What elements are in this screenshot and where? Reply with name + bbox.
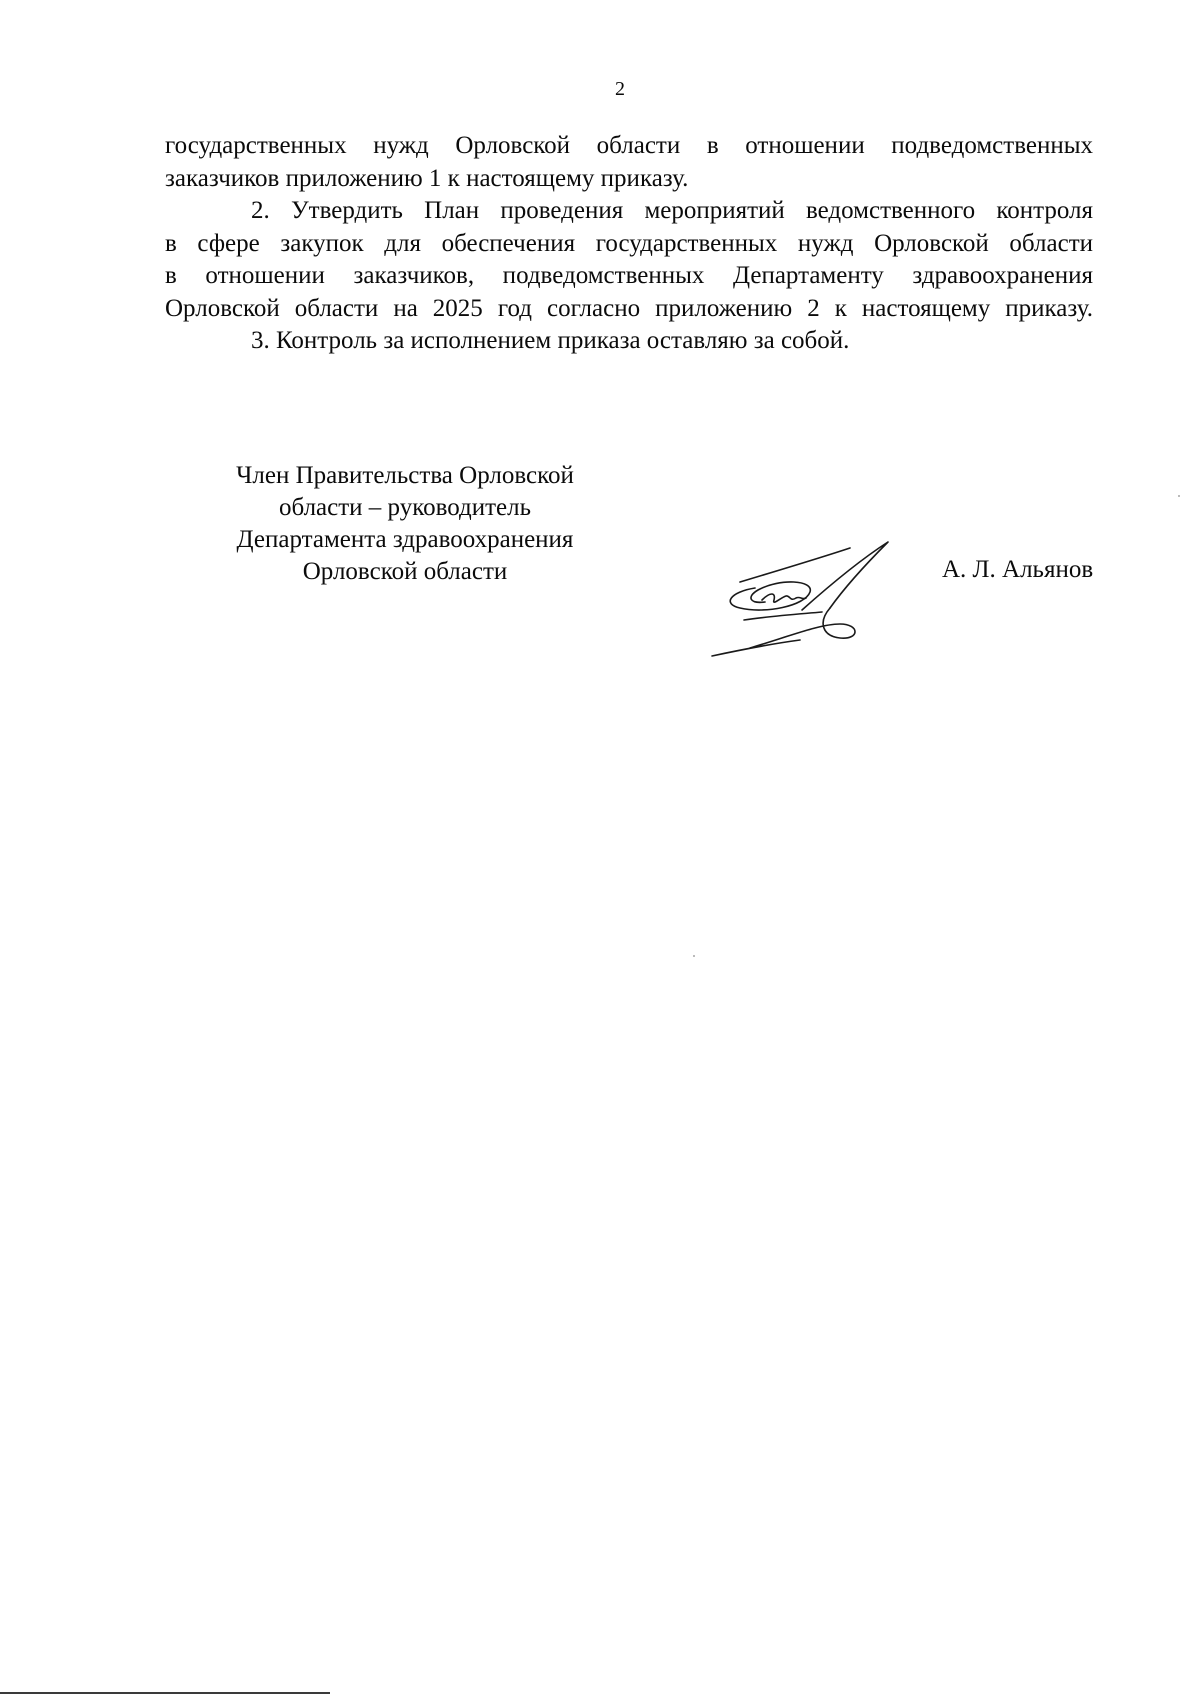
position-line: Член Правительства Орловской [236,462,574,489]
page-number: 2 [615,78,625,100]
scan-speck [1178,495,1180,497]
text-line: в отношении заказчиков, подведомственных Департаменту здравоохранения [165,262,1093,289]
signer-name: А. Л. Альянов [942,556,1094,583]
text-line: 3. Контроль за исполнением приказа оставляю за собой. [251,327,850,354]
text-line: заказчиков приложению 1 к настоящему приказу. [165,164,689,192]
signatory-position [195,460,615,588]
scan-edge-line [0,1692,330,1694]
position-line: области – руководитель [278,494,532,521]
item-2-paragraph [165,195,1093,325]
scan-speck [693,955,695,957]
order-body-text [165,130,1093,358]
position-line: Орловской области [302,558,508,585]
text-line: Орловской области на 2025 год согласно приложению 2 к настоящему приказу. [165,294,1093,322]
text-line: 2. Утвердить План проведения мероприятий ведомственного контроля [251,197,1093,224]
position-line: Департамента здравоохранения [236,526,574,553]
text-line: государственных нужд Орловской области в отношении подведомственных [165,132,1093,159]
item-3-paragraph [165,325,1093,358]
text-line: в сфере закупок для обеспечения государственных нужд Орловской области [165,229,1093,257]
handwritten-signature-icon [710,540,940,660]
continuation-paragraph [165,130,1093,195]
